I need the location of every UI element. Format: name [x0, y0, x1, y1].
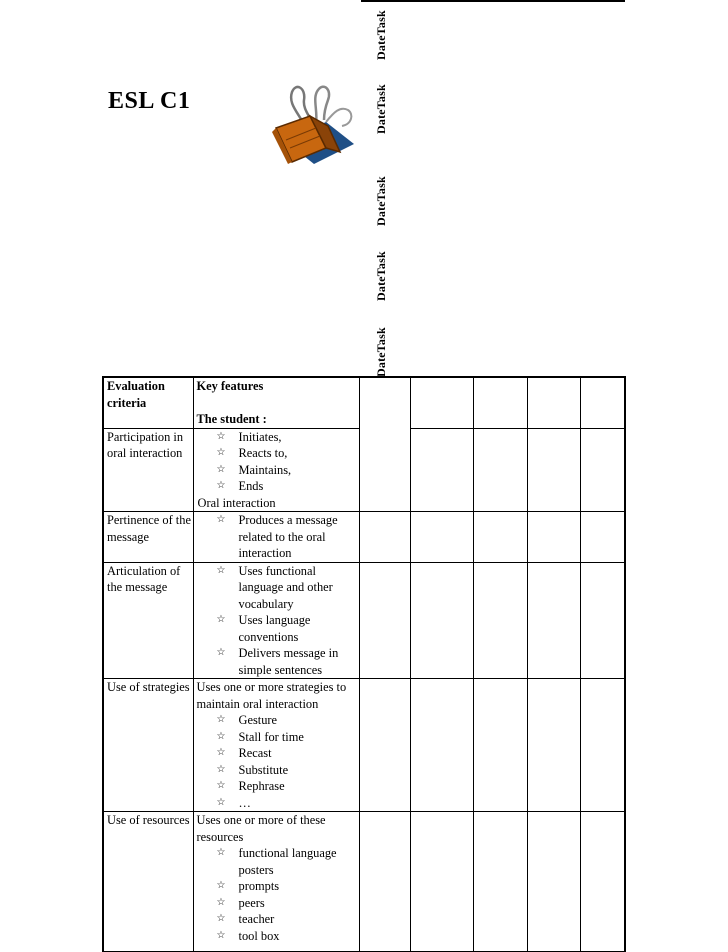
mark-cell[interactable]	[580, 428, 625, 512]
mark-cell[interactable]	[527, 428, 580, 512]
mark-cell[interactable]	[527, 562, 580, 679]
star-bullet-icon: ☆	[216, 730, 226, 742]
feature-item: ☆ tool box	[216, 928, 280, 943]
mark-cell[interactable]	[580, 562, 625, 679]
col-header-criteria: Evaluation criteria	[103, 377, 193, 428]
feature-item: ☆ teacher	[216, 912, 275, 926]
mark-cell[interactable]	[410, 679, 473, 812]
feature-intro: Uses one or more of these resources	[196, 813, 326, 844]
feature-item: ☆ Substitute	[216, 762, 289, 777]
criterion-cell: Pertinence of the message	[103, 512, 193, 563]
feature-item: ☆ Ends	[216, 479, 264, 493]
feature-item: ☆ Delivers message in simple sentences	[216, 646, 339, 677]
feature-item: ☆ Gesture	[216, 713, 278, 727]
mark-cell[interactable]	[359, 562, 410, 679]
star-bullet-icon: ☆	[216, 929, 226, 941]
features-cell	[193, 512, 359, 563]
feature-list	[197, 512, 359, 562]
feature-item: ☆ Reacts to,	[216, 446, 288, 460]
criteria-row	[103, 812, 625, 952]
feature-item: ☆ prompts	[216, 879, 280, 893]
features-cell	[193, 679, 359, 812]
star-bullet-icon: ☆	[216, 514, 226, 525]
star-bullet-icon: ☆	[216, 714, 226, 725]
mark-cell[interactable]	[410, 377, 473, 428]
star-bullet-icon: ☆	[216, 880, 226, 891]
mark-cell[interactable]	[359, 512, 410, 563]
criterion-cell: Use of resources	[103, 812, 193, 952]
mark-cell[interactable]	[580, 512, 625, 563]
feature-list	[197, 429, 359, 495]
feature-item: ☆ Uses functional language and other vocabulary	[216, 563, 333, 611]
mark-cell[interactable]	[359, 812, 410, 952]
mark-cell[interactable]	[473, 428, 527, 512]
mark-cell[interactable]	[527, 377, 580, 428]
mark-cell[interactable]	[410, 512, 473, 563]
criterion-cell: Use of strategies	[103, 679, 193, 812]
star-bullet-icon: ☆	[216, 896, 226, 908]
feature-item: ☆ …	[216, 795, 251, 810]
header-row	[103, 377, 625, 428]
mark-cell[interactable]	[410, 812, 473, 952]
student-label: The student :	[196, 411, 267, 426]
mark-cell[interactable]	[527, 679, 580, 812]
criterion-cell: Participation in oral interaction	[103, 428, 193, 512]
feature-item: ☆ Stall for time	[216, 729, 304, 744]
feature-list	[197, 563, 359, 679]
star-bullet-icon: ☆	[216, 480, 226, 491]
feature-item: ☆ Rephrase	[216, 779, 285, 793]
mark-cell[interactable]	[580, 812, 625, 952]
star-bullet-icon: ☆	[216, 564, 226, 576]
feature-item: ☆ Uses language conventions	[216, 613, 311, 644]
criteria-row	[103, 562, 625, 679]
mark-cell[interactable]	[527, 512, 580, 563]
feature-item: ☆ Recast	[216, 746, 272, 760]
date-task-label-5: DateTask	[374, 327, 388, 377]
feature-item: ☆ Initiates,	[216, 429, 282, 444]
mark-cell[interactable]	[473, 812, 527, 952]
star-bullet-icon: ☆	[216, 796, 226, 808]
star-bullet-icon: ☆	[216, 647, 226, 658]
star-bullet-icon: ☆	[216, 763, 226, 775]
criterion-cell: Articulation of the message	[103, 562, 193, 679]
date-task-label-1: DateTask	[374, 10, 388, 60]
features-cell	[193, 428, 359, 512]
star-bullet-icon: ☆	[216, 430, 226, 442]
star-bullet-icon: ☆	[216, 447, 226, 458]
star-bullet-icon: ☆	[216, 614, 226, 625]
feature-item: ☆ Maintains,	[216, 462, 292, 477]
star-bullet-icon: ☆	[216, 913, 226, 924]
features-cell	[193, 812, 359, 952]
top-rule	[361, 0, 625, 2]
features-cell	[193, 562, 359, 679]
date-task-label-2: DateTask	[374, 84, 388, 134]
star-bullet-icon: ☆	[216, 847, 226, 858]
col-header-key-features	[193, 377, 359, 428]
evaluation-grid	[102, 376, 626, 952]
feature-list	[197, 845, 359, 944]
mark-cell[interactable]	[473, 679, 527, 812]
document-title: ESL C1	[108, 88, 191, 114]
date-task-label-3: DateTask	[374, 176, 388, 226]
mark-cell[interactable]	[473, 562, 527, 679]
mark-cell[interactable]	[359, 377, 410, 512]
date-task-label-4: DateTask	[374, 251, 388, 301]
feature-item: ☆ peers	[216, 895, 265, 910]
feature-list	[197, 712, 359, 811]
mark-cell[interactable]	[527, 812, 580, 952]
binder-clip-icon	[268, 82, 360, 168]
criteria-row	[103, 679, 625, 812]
feature-intro: Uses one or more strategies to maintain oral interaction	[196, 680, 347, 711]
mark-cell[interactable]	[410, 562, 473, 679]
feature-note: Oral interaction	[197, 495, 276, 510]
mark-cell[interactable]	[580, 377, 625, 428]
feature-item: ☆ functional language posters	[216, 846, 337, 877]
star-bullet-icon: ☆	[216, 747, 226, 758]
mark-cell[interactable]	[580, 679, 625, 812]
mark-cell[interactable]	[473, 377, 527, 428]
mark-cell[interactable]	[359, 679, 410, 812]
star-bullet-icon: ☆	[216, 780, 226, 791]
star-bullet-icon: ☆	[216, 463, 226, 475]
criteria-row	[103, 512, 625, 563]
mark-cell[interactable]	[473, 512, 527, 563]
feature-item: ☆ Produces a message related to the oral interaction	[216, 513, 338, 560]
mark-cell[interactable]	[410, 428, 473, 512]
key-features-label: Key features	[196, 379, 264, 393]
